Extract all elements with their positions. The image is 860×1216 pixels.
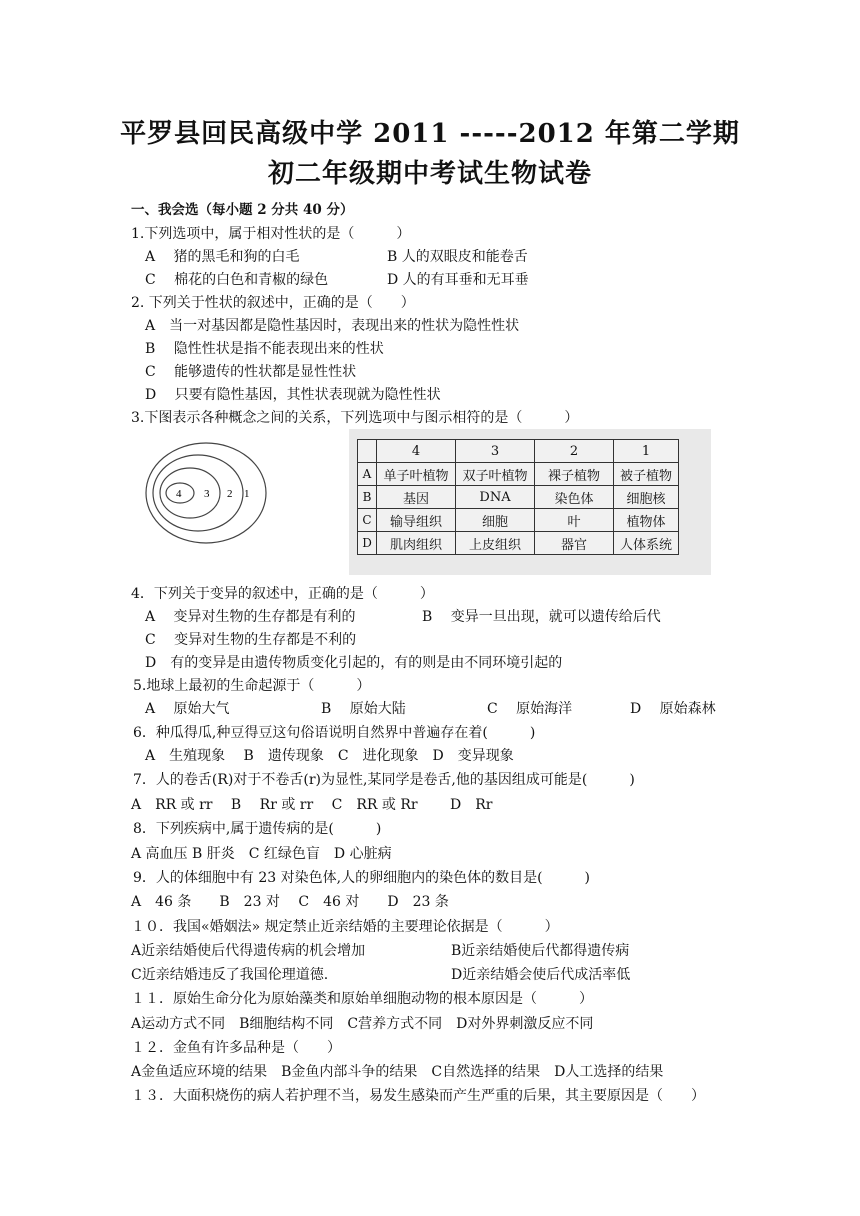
table-cell: 细胞 (456, 509, 535, 532)
q4-option-b: B 变异一旦出现，就可以遗传给后代 (422, 609, 661, 625)
q5-option-a: A 原始大气 (145, 701, 230, 717)
q10-option-d: D近亲结婚会使后代成活率低 (451, 967, 631, 983)
q1-option-c: C 棉花的白色和青椒的绿色 (145, 272, 329, 288)
question-9: 9．人的体细胞中有 23 对染色体,人的卵细胞内的染色体的数目是( ) (133, 870, 590, 886)
table-cell: 被子植物 (614, 463, 679, 486)
circle-label-4: 4 (176, 488, 182, 500)
q4-option-a: A 变异对生物的生存都是有利的 (145, 609, 356, 625)
table-cell: DNA (456, 486, 535, 509)
table-header-row (358, 440, 679, 463)
table-header-cell (358, 440, 377, 463)
q5-option-d: D 原始森林 (630, 701, 716, 717)
question-11: １１．原始生命分化为原始藻类和原始单细胞动物的根本原因是（ ） (131, 991, 593, 1007)
circle-3 (160, 468, 220, 518)
question-2: 2. 下列关于性状的叙述中，正确的是（ ） (131, 295, 415, 311)
exam-title-line2: 初二年级期中考试生物试卷 (267, 159, 592, 189)
exam-title-line1: 平罗县回民高级中学 2011 -----2012 年第二学期 (120, 119, 740, 149)
q4-option-d: D 有的变异是由遗传物质变化引起的，有的则是由不同环境引起的 (145, 655, 563, 671)
circle-label-2: 2 (227, 488, 233, 500)
q7-options: A RR 或 rr B Rr 或 rr C RR 或 Rr D Rr (131, 797, 493, 813)
question-12: １２．金鱼有许多品种是（ ） (131, 1040, 341, 1056)
question-7: 7．人的卷舌(R)对于不卷舌(r)为显性,某同学是卷舌,他的基因组成可能是( ) (133, 772, 635, 788)
q1-option-b: B 人的双眼皮和能卷舌 (387, 249, 528, 265)
question-8: 8．下列疾病中,属于遗传病的是( ) (133, 821, 382, 837)
q3-table-image (349, 429, 711, 575)
question-10: １０．我国«婚姻法» 规定禁止近亲结婚的主要理论依据是（ ） (131, 919, 559, 935)
q10-option-a: A近亲结婚使后代得遗传病的机会增加 (131, 943, 366, 959)
q8-options: A 高血压 B 肝炎 C 红绿色盲 D 心脏病 (131, 846, 392, 862)
q11-options: A运动方式不同 B细胞结构不同 C营养方式不同 D对外界刺激反应不同 (131, 1016, 594, 1032)
table-cell: B (358, 486, 377, 509)
table-cell: 单子叶植物 (377, 463, 456, 486)
table-cell: 基因 (377, 486, 456, 509)
q12-options: A金鱼适应环境的结果 B金鱼内部斗争的结果 C自然选择的结果 D人工选择的结果 (131, 1064, 664, 1080)
concentric-circles-figure (140, 438, 290, 548)
table-header-cell: 4 (377, 440, 456, 463)
table-header-cell: 2 (535, 440, 614, 463)
table-cell: 叶 (535, 509, 614, 532)
table-row (358, 486, 679, 509)
q2-option-b: B 隐性性状是指不能表现出来的性状 (145, 341, 384, 357)
table-cell: 植物体 (614, 509, 679, 532)
question-3: 3.下图表示各种概念之间的关系，下列选项中与图示相符的是（ ） (131, 410, 579, 426)
table-cell: 细胞核 (614, 486, 679, 509)
q2-option-c: C 能够遗传的性状都是显性性状 (145, 364, 357, 380)
q10-option-c: C近亲结婚违反了我国伦理道德. (131, 967, 329, 983)
table-row (358, 532, 679, 555)
table-row (358, 463, 679, 486)
section-heading: 一、我会选（每小题 2 分共 40 分） (131, 202, 354, 218)
q1-option-a: A 猪的黑毛和狗的白毛 (145, 249, 300, 265)
table-cell: 输导组织 (377, 509, 456, 532)
q1-option-d: D 人的有耳垂和无耳垂 (387, 272, 529, 288)
table-cell: 器官 (535, 532, 614, 555)
table-cell: 裸子植物 (535, 463, 614, 486)
question-13: １３．大面积烧伤的病人若护理不当，易发生感染而产生严重的后果，其主要原因是（ ） (131, 1088, 705, 1104)
q9-options: A 46 条 B 23 对 C 46 对 D 23 条 (131, 894, 449, 910)
table-cell: 上皮组织 (456, 532, 535, 555)
q10-option-b: B近亲结婚使后代都得遗传病 (451, 943, 630, 959)
circle-label-3: 3 (204, 488, 210, 500)
q2-option-d: D 只要有隐性基因，其性状表现就为隐性性状 (145, 387, 441, 403)
q6-options: A 生殖现象 B 遗传现象 C 进化现象 D 变异现象 (145, 748, 514, 764)
table-row (358, 509, 679, 532)
table-cell: D (358, 532, 377, 555)
q2-option-a: A 当一对基因都是隐性基因时，表现出来的性状为隐性性状 (145, 318, 520, 334)
table-cell: 双子叶植物 (456, 463, 535, 486)
q4-option-c: C 变异对生物的生存都是不利的 (145, 632, 357, 648)
table-header-cell: 3 (456, 440, 535, 463)
question-1: 1.下列选项中，属于相对性状的是（ ） (131, 226, 411, 242)
table-cell: A (358, 463, 377, 486)
q5-option-c: C 原始海洋 (487, 701, 573, 717)
question-4: 4．下列关于变异的叙述中，正确的是（ ） (131, 586, 434, 602)
table-cell: 肌肉组织 (377, 532, 456, 555)
question-6: 6．种瓜得瓜,种豆得豆这句俗语说明自然界中普遍存在着( ) (133, 725, 536, 741)
table-cell: C (358, 509, 377, 532)
table-cell: 人体系统 (614, 532, 679, 555)
circle-label-1: 1 (244, 488, 250, 500)
table-header-cell: 1 (614, 440, 679, 463)
q5-option-b: B 原始大陆 (321, 701, 406, 717)
table-cell: 染色体 (535, 486, 614, 509)
question-5: 5.地球上最初的生命起源于（ ） (133, 678, 371, 694)
q3-table (357, 439, 679, 555)
